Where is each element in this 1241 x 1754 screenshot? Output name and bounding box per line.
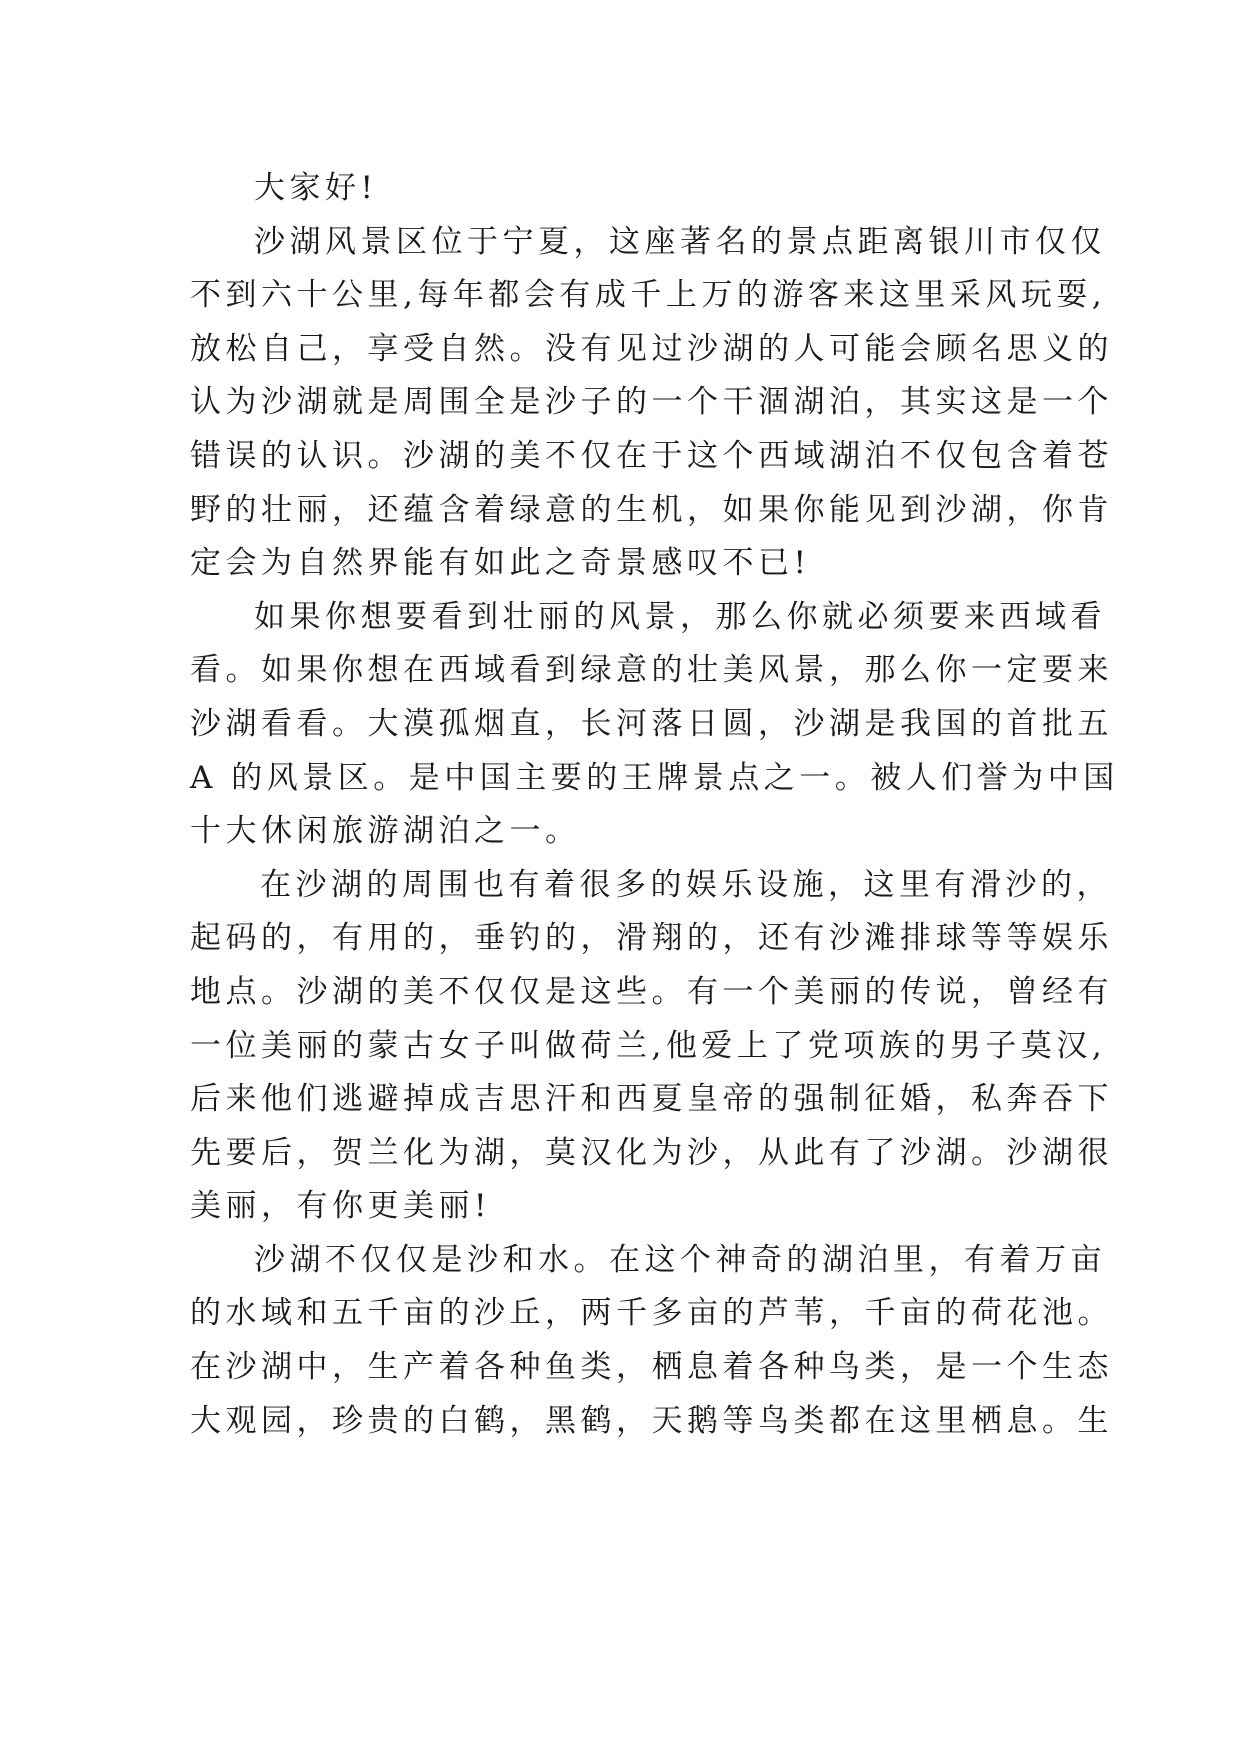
paragraph-line: 起码的，有用的，垂钓的，滑翔的，还有沙滩排球等等娱乐 bbox=[190, 920, 1113, 957]
paragraph-line: 后来他们逃避掉成吉思汗和西夏皇帝的强制征婚，私奔吞下 bbox=[190, 1081, 1113, 1118]
paragraph-line: 如果你想要看到壮丽的风景，那么你就必须要来西域看 bbox=[254, 598, 1106, 635]
paragraph-line: 先要后，贺兰化为湖，莫汉化为沙，从此有了沙湖。沙湖很 bbox=[190, 1134, 1113, 1171]
paragraph-line: 沙湖风景区位于宁夏，这座著名的景点距离银川市仅仅 bbox=[254, 223, 1106, 260]
body-text bbox=[190, 162, 1119, 1448]
paragraph-line: 的水域和五千亩的沙丘，两千多亩的芦苇，千亩的荷花池。 bbox=[190, 1295, 1113, 1332]
paragraph-line: 在沙湖的周围也有着很多的娱乐设施，这里有滑沙的， bbox=[260, 866, 1112, 903]
paragraph-line: 放松自己，享受自然。没有见过沙湖的人可能会顾名思义的 bbox=[190, 330, 1113, 367]
paragraph-line: 不到六十公里,每年都会有成千上万的游客来这里采风玩耍, bbox=[190, 277, 1107, 314]
paragraph-line: 沙湖不仅仅是沙和水。在这个神奇的湖泊里，有着万亩 bbox=[254, 1241, 1106, 1278]
greeting-line: 大家好! bbox=[254, 170, 378, 206]
paragraph-line: 大观园，珍贵的白鹤，黑鹤，天鹅等鸟类都在这里栖息。生 bbox=[190, 1402, 1113, 1439]
paragraph-line: 沙湖看看。大漠孤烟直，长河落日圆，沙湖是我国的首批五 bbox=[190, 705, 1113, 742]
paragraph-line: 错误的认识。沙湖的美不仅在于这个西域湖泊不仅包含着苍 bbox=[190, 437, 1113, 474]
paragraph-line: 认为沙湖就是周围全是沙子的一个干涸湖泊，其实这是一个 bbox=[190, 384, 1113, 421]
paragraph-line: 美丽，有你更美丽! bbox=[190, 1188, 491, 1225]
paragraph-line: 看。如果你想在西域看到绿意的壮美风景，那么你一定要来 bbox=[190, 652, 1113, 689]
paragraph-line: 十大休闲旅游湖泊之一。 bbox=[190, 813, 581, 850]
paragraph-line: 地点。沙湖的美不仅仅是这些。有一个美丽的传说，曾经有 bbox=[190, 973, 1113, 1010]
paragraph-line: 野的壮丽，还蕴含着绿意的生机，如果你能见到沙湖，你肯 bbox=[190, 491, 1113, 528]
paragraph-line: 一位美丽的蒙古女子叫做荷兰,他爱上了党项族的男子莫汉, bbox=[190, 1027, 1107, 1064]
paragraph-line: 在沙湖中，生产着各种鱼类，栖息着各种鸟类，是一个生态 bbox=[190, 1349, 1113, 1386]
paragraph-line: A 的风景区。是中国主要的王牌景点之一。被人们誉为中国 bbox=[190, 759, 1119, 796]
paragraph-line: 定会为自然界能有如此之奇景感叹不已! bbox=[190, 545, 811, 582]
